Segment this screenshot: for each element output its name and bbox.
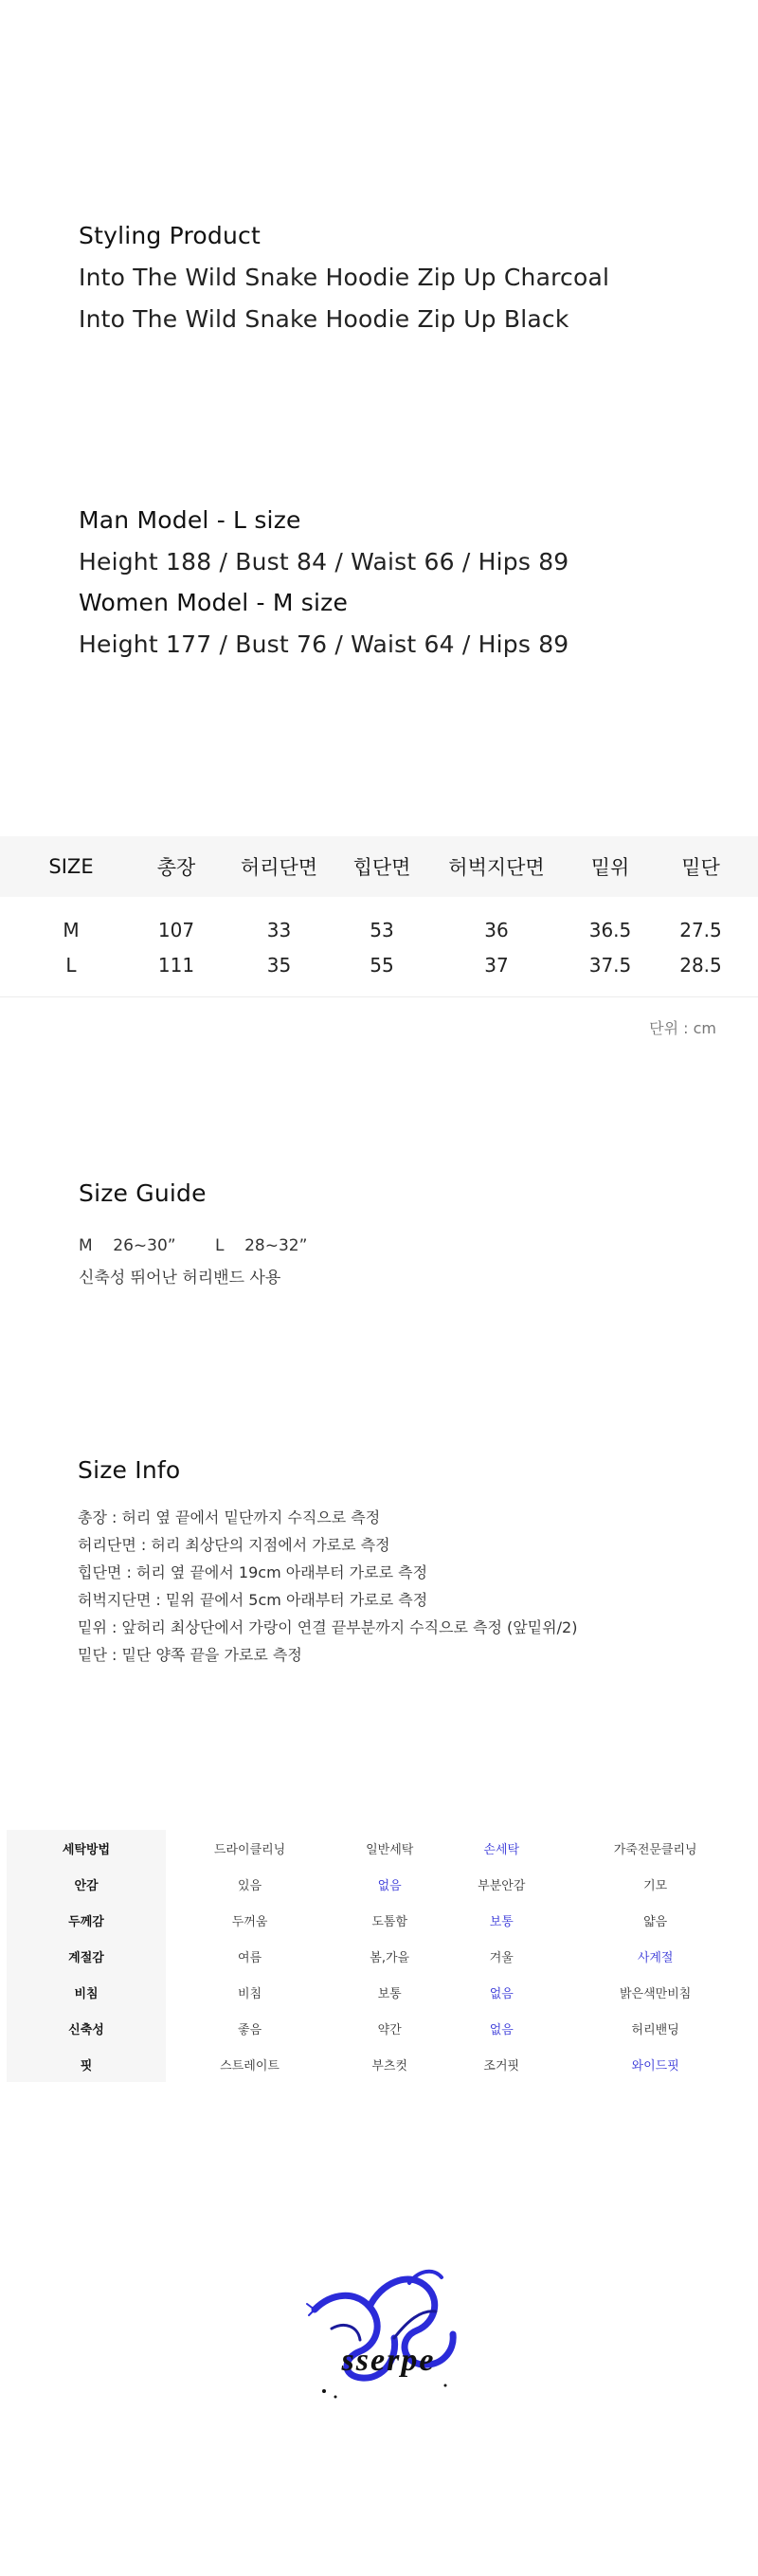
cell-thigh: 37 [484,953,509,977]
attribute-option: 겨울 [489,1950,514,1965]
size-info-line: 밑위 : 앞허리 최상단에서 가랑이 연결 끝부분까지 수직으로 측정 (앞밑위/2) [78,1618,578,1636]
attribute-option: 비침 [238,1986,262,2001]
styling-item-charcoal: Into The Wild Snake Hoodie Zip Up Charcoal [79,264,610,291]
attribute-option: 보통 [489,1914,514,1929]
attribute-label: 신축성 [7,2010,166,2046]
attribute-option: 없음 [377,1878,402,1893]
attribute-label: 계절감 [7,1938,166,1974]
attribute-option: 부츠컷 [371,2058,408,2074]
header-hip: 힙단면 [352,856,411,879]
size-info-title: Size Info [78,1456,181,1484]
attribute-option: 일반세탁 [366,1842,414,1857]
attribute-option: 손세탁 [483,1842,520,1857]
cell-hem: 27.5 [679,918,722,941]
attribute-option: 약간 [377,2022,402,2037]
attribute-label: 세탁방법 [7,1830,166,1866]
cell-total-length: 111 [157,953,195,977]
man-model-measurements: Height 188 / Bust 84 / Waist 66 / Hips 89 [79,548,569,575]
attribute-row-see-through [7,1974,753,2010]
cell-rise: 37.5 [588,953,632,977]
header-total-length: 총장 [156,856,196,879]
attribute-option: 와이드핏 [631,2058,679,2074]
attribute-row-washing [7,1830,753,1866]
cell-hip: 55 [370,953,394,977]
cell-total-length: 107 [157,918,195,941]
woman-model-title: Women Model - M size [79,589,349,616]
cell-waist: 33 [266,918,292,941]
attribute-option: 보통 [377,1986,402,2001]
logo-wordmark: sserpe [341,2343,436,2378]
attribute-option: 밝은색만비침 [619,1986,692,2001]
header-rise: 밑위 [590,856,630,879]
attribute-option: 얇음 [643,1914,668,1929]
size-guide-note: 신축성 뛰어난 허리밴드 사용 [79,1269,281,1288]
attribute-label: 비침 [7,1974,166,2010]
attribute-row-thickness [7,1902,753,1938]
table-row [0,897,758,947]
cell-hip: 53 [370,918,394,941]
attribute-option: 봄,가을 [370,1950,410,1965]
size-info-line: 밑단 : 밑단 양쪽 끝을 가로로 측정 [78,1646,302,1664]
attribute-option: 있음 [238,1878,262,1893]
cell-hem: 28.5 [679,953,722,977]
attribute-option: 없음 [489,2022,514,2037]
unit-note: 단위 : cm [649,1019,716,1037]
size-info-line: 허리단면 : 허리 최상단의 지점에서 가로로 측정 [78,1536,390,1554]
attribute-option: 도톰함 [371,1914,408,1929]
attribute-option: 부분안감 [478,1878,526,1893]
size-table-section [0,836,758,997]
size-guide-l: L 28~32” [215,1236,308,1255]
attribute-option: 사계절 [637,1950,674,1965]
attribute-option: 드라이클리닝 [213,1842,286,1857]
attribute-label: 두께감 [7,1902,166,1938]
man-model-title: Man Model - L size [79,506,301,534]
header-waist: 허리단면 [240,856,318,879]
attribute-row-stretch [7,2010,753,2046]
attribute-option: 여름 [238,1950,262,1965]
attribute-label: 핏 [7,2046,166,2082]
size-table-header-row [0,836,758,897]
table-row [0,947,758,997]
attribute-row-season [7,1938,753,1974]
size-info-list [78,1504,577,1669]
size-info-line: 총장 : 허리 옆 끝에서 밑단까지 수직으로 측정 [78,1508,381,1526]
header-size: SIZE [48,855,94,878]
product-attribute-table [7,1830,753,2082]
brand-logo [303,2264,474,2406]
attribute-option: 허리밴딩 [631,2022,679,2037]
size-info-line: 힙단면 : 허리 옆 끝에서 19cm 아래부터 가로로 측정 [78,1563,428,1581]
attribute-option: 좋음 [238,2022,262,2037]
size-guide-m: M 26~30” [79,1236,176,1255]
woman-model-measurements: Height 177 / Bust 76 / Waist 64 / Hips 89 [79,630,569,658]
table-divider [0,996,758,997]
size-info-line: 허벅지단면 : 밑위 끝에서 5cm 아래부터 가로로 측정 [78,1591,428,1609]
header-thigh: 허벅지단면 [448,856,545,879]
attribute-label: 안감 [7,1866,166,1902]
cell-waist: 35 [266,953,292,977]
cell-thigh: 36 [484,918,509,941]
styling-item-black: Into The Wild Snake Hoodie Zip Up Black [79,305,569,333]
attribute-option: 두꺼움 [231,1914,268,1929]
header-hem: 밑단 [681,856,720,879]
cell-size: M [63,918,80,941]
attribute-row-fit [7,2046,753,2082]
attribute-option: 기모 [643,1878,668,1893]
cell-size: L [65,953,77,977]
attribute-option: 없음 [489,1986,514,2001]
attribute-row-lining [7,1866,753,1902]
cell-rise: 36.5 [588,918,632,941]
snake-logo-icon [303,2264,474,2406]
attribute-option: 가죽전문클리닝 [613,1842,697,1857]
styling-product-title: Styling Product [79,222,261,249]
attribute-option: 스트레이트 [220,2058,280,2074]
attribute-option: 조거핏 [483,2058,520,2074]
size-table [0,836,758,997]
size-guide-title: Size Guide [79,1179,207,1207]
